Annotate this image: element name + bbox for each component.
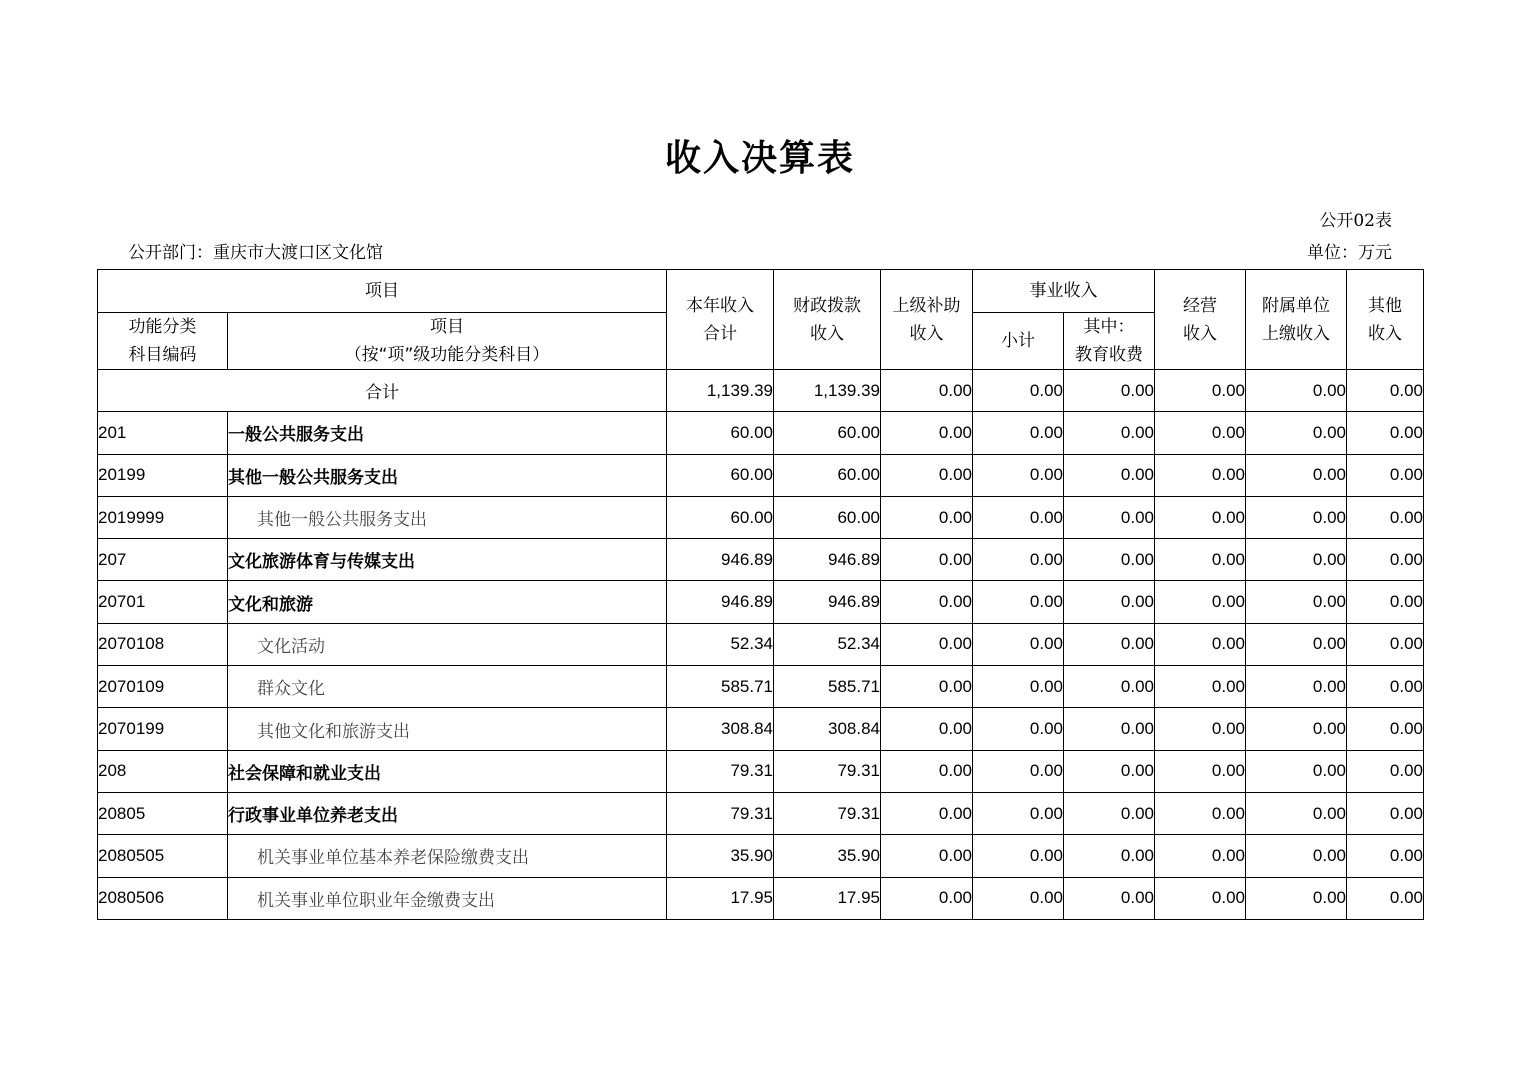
- header-business: 事业收入: [973, 270, 1155, 313]
- value-cell: 0.00: [1347, 412, 1424, 454]
- value-cell: 17.95: [667, 877, 774, 919]
- value-cell: 0.00: [1246, 666, 1347, 708]
- value-cell: 0.00: [1246, 412, 1347, 454]
- total-row: [98, 370, 1424, 412]
- table-row: [98, 666, 1424, 708]
- value-cell: 0.00: [1246, 750, 1347, 792]
- code-cell: 20199: [98, 454, 228, 496]
- value-cell: 0.00: [881, 708, 973, 750]
- value-cell: 0.00: [1155, 792, 1246, 834]
- code-cell: 2080505: [98, 835, 228, 877]
- value-cell: 0.00: [881, 539, 973, 581]
- value-cell: 946.89: [774, 539, 881, 581]
- value-cell: 0.00: [1155, 750, 1246, 792]
- value-cell: 0.00: [881, 792, 973, 834]
- value-cell: 0.00: [1347, 454, 1424, 496]
- value-cell: 0.00: [1155, 539, 1246, 581]
- total-cell: 0.00: [1246, 370, 1347, 412]
- value-cell: 0.00: [973, 454, 1064, 496]
- value-cell: 17.95: [774, 877, 881, 919]
- value-cell: 0.00: [881, 623, 973, 665]
- value-cell: 0.00: [881, 750, 973, 792]
- item-name-cell: 文化活动: [228, 623, 667, 665]
- value-cell: 79.31: [667, 750, 774, 792]
- item-name-cell: 其他一般公共服务支出: [228, 496, 667, 538]
- value-cell: 60.00: [667, 454, 774, 496]
- total-cell: 0.00: [1155, 370, 1246, 412]
- value-cell: 0.00: [881, 496, 973, 538]
- value-cell: 0.00: [1064, 412, 1155, 454]
- value-cell: 35.90: [667, 835, 774, 877]
- value-cell: 0.00: [973, 623, 1064, 665]
- value-cell: 0.00: [881, 581, 973, 623]
- table-row: [98, 581, 1424, 623]
- value-cell: 0.00: [1347, 750, 1424, 792]
- value-cell: 0.00: [973, 750, 1064, 792]
- item-name-cell: 群众文化: [228, 666, 667, 708]
- value-cell: 0.00: [1246, 835, 1347, 877]
- code-cell: 208: [98, 750, 228, 792]
- header-item: 项目 （按“项”级功能分类科目）: [228, 313, 667, 370]
- code-cell: 20805: [98, 792, 228, 834]
- value-cell: 0.00: [1246, 623, 1347, 665]
- value-cell: 308.84: [774, 708, 881, 750]
- header-affiliated: 附属单位 上缴收入: [1246, 270, 1347, 370]
- header-upper-subsidy: 上级补助 收入: [881, 270, 973, 370]
- value-cell: 0.00: [973, 708, 1064, 750]
- total-cell: 0.00: [1347, 370, 1424, 412]
- value-cell: 0.00: [881, 454, 973, 496]
- value-cell: 52.34: [774, 623, 881, 665]
- value-cell: 0.00: [1064, 454, 1155, 496]
- header-subtotal: 小计: [973, 313, 1064, 370]
- code-cell: 2070109: [98, 666, 228, 708]
- value-cell: 0.00: [1155, 496, 1246, 538]
- code-cell: 2070108: [98, 623, 228, 665]
- value-cell: 79.31: [774, 750, 881, 792]
- total-cell: 0.00: [881, 370, 973, 412]
- value-cell: 0.00: [1064, 877, 1155, 919]
- item-name-cell: 文化旅游体育与传媒支出: [228, 539, 667, 581]
- value-cell: 0.00: [1246, 581, 1347, 623]
- value-cell: 35.90: [774, 835, 881, 877]
- total-cell: 0.00: [1064, 370, 1155, 412]
- value-cell: 0.00: [973, 412, 1064, 454]
- value-cell: 0.00: [973, 666, 1064, 708]
- code-cell: 2080506: [98, 877, 228, 919]
- header-education-fee: 其中： 教育收费: [1064, 313, 1155, 370]
- value-cell: 0.00: [1347, 581, 1424, 623]
- table-row: [98, 454, 1424, 496]
- value-cell: 60.00: [774, 412, 881, 454]
- header-operating: 经营 收入: [1155, 270, 1246, 370]
- value-cell: 0.00: [1347, 877, 1424, 919]
- value-cell: 0.00: [881, 666, 973, 708]
- table-row: [98, 412, 1424, 454]
- value-cell: 0.00: [973, 835, 1064, 877]
- code-cell: 2070199: [98, 708, 228, 750]
- value-cell: 60.00: [667, 412, 774, 454]
- value-cell: 0.00: [1155, 666, 1246, 708]
- value-cell: 0.00: [1347, 792, 1424, 834]
- value-cell: 0.00: [973, 496, 1064, 538]
- value-cell: 0.00: [973, 877, 1064, 919]
- value-cell: 0.00: [1246, 877, 1347, 919]
- value-cell: 0.00: [1064, 666, 1155, 708]
- table-row: [98, 623, 1424, 665]
- value-cell: 79.31: [774, 792, 881, 834]
- value-cell: 0.00: [1155, 835, 1246, 877]
- value-cell: 0.00: [1064, 835, 1155, 877]
- value-cell: 0.00: [1064, 750, 1155, 792]
- value-cell: 0.00: [1064, 708, 1155, 750]
- total-cell: 1,139.39: [774, 370, 881, 412]
- value-cell: 0.00: [1347, 666, 1424, 708]
- total-label: 合计: [98, 370, 667, 412]
- item-name-cell: 其他一般公共服务支出: [228, 454, 667, 496]
- value-cell: 52.34: [667, 623, 774, 665]
- header-project: 项目: [98, 270, 667, 313]
- header-total: 本年收入 合计: [667, 270, 774, 370]
- value-cell: 0.00: [1246, 708, 1347, 750]
- code-cell: 207: [98, 539, 228, 581]
- value-cell: 0.00: [1155, 623, 1246, 665]
- value-cell: 946.89: [774, 581, 881, 623]
- department-label: 公开部门：重庆市大渡口区文化馆: [128, 243, 383, 263]
- table-row: [98, 708, 1424, 750]
- code-cell: 2019999: [98, 496, 228, 538]
- value-cell: 0.00: [1155, 454, 1246, 496]
- value-cell: 0.00: [881, 835, 973, 877]
- value-cell: 0.00: [881, 412, 973, 454]
- value-cell: 0.00: [1155, 708, 1246, 750]
- value-cell: 0.00: [973, 792, 1064, 834]
- value-cell: 0.00: [973, 581, 1064, 623]
- value-cell: 0.00: [1347, 708, 1424, 750]
- header-code: 功能分类 科目编码: [98, 313, 228, 370]
- value-cell: 0.00: [1064, 496, 1155, 538]
- value-cell: 946.89: [667, 581, 774, 623]
- value-cell: 0.00: [1347, 835, 1424, 877]
- value-cell: 0.00: [1064, 581, 1155, 623]
- value-cell: 0.00: [1246, 496, 1347, 538]
- table-body: [98, 370, 1424, 920]
- value-cell: 0.00: [1155, 877, 1246, 919]
- value-cell: 946.89: [667, 539, 774, 581]
- item-name-cell: 文化和旅游: [228, 581, 667, 623]
- value-cell: 308.84: [667, 708, 774, 750]
- value-cell: 0.00: [1064, 623, 1155, 665]
- table-row: [98, 496, 1424, 538]
- value-cell: 0.00: [973, 539, 1064, 581]
- item-name-cell: 一般公共服务支出: [228, 412, 667, 454]
- value-cell: 0.00: [1347, 496, 1424, 538]
- value-cell: 585.71: [774, 666, 881, 708]
- table-row: [98, 792, 1424, 834]
- value-cell: 0.00: [881, 877, 973, 919]
- value-cell: 0.00: [1064, 792, 1155, 834]
- item-name-cell: 社会保障和就业支出: [228, 750, 667, 792]
- form-number: 公开02表: [1319, 211, 1392, 231]
- item-name-cell: 机关事业单位职业年金缴费支出: [228, 877, 667, 919]
- header-other: 其他 收入: [1347, 270, 1424, 370]
- value-cell: 79.31: [667, 792, 774, 834]
- value-cell: 0.00: [1347, 623, 1424, 665]
- item-name-cell: 行政事业单位养老支出: [228, 792, 667, 834]
- unit-label: 单位：万元: [1307, 243, 1392, 263]
- value-cell: 60.00: [774, 454, 881, 496]
- value-cell: 0.00: [1246, 792, 1347, 834]
- value-cell: 0.00: [1064, 539, 1155, 581]
- item-name-cell: 其他文化和旅游支出: [228, 708, 667, 750]
- value-cell: 0.00: [1347, 539, 1424, 581]
- value-cell: 0.00: [1246, 454, 1347, 496]
- code-cell: 20701: [98, 581, 228, 623]
- total-cell: 1,139.39: [667, 370, 774, 412]
- table-row: [98, 750, 1424, 792]
- value-cell: 585.71: [667, 666, 774, 708]
- item-name-cell: 机关事业单位基本养老保险缴费支出: [228, 835, 667, 877]
- total-cell: 0.00: [973, 370, 1064, 412]
- code-cell: 201: [98, 412, 228, 454]
- table-row: [98, 835, 1424, 877]
- value-cell: 60.00: [774, 496, 881, 538]
- value-cell: 0.00: [1155, 412, 1246, 454]
- table-row: [98, 877, 1424, 919]
- page-title: 收入决算表: [664, 138, 855, 179]
- value-cell: 0.00: [1155, 581, 1246, 623]
- table-row: [98, 539, 1424, 581]
- income-table: [97, 269, 1424, 920]
- value-cell: 0.00: [1246, 539, 1347, 581]
- value-cell: 60.00: [667, 496, 774, 538]
- header-fiscal: 财政拨款 收入: [774, 270, 881, 370]
